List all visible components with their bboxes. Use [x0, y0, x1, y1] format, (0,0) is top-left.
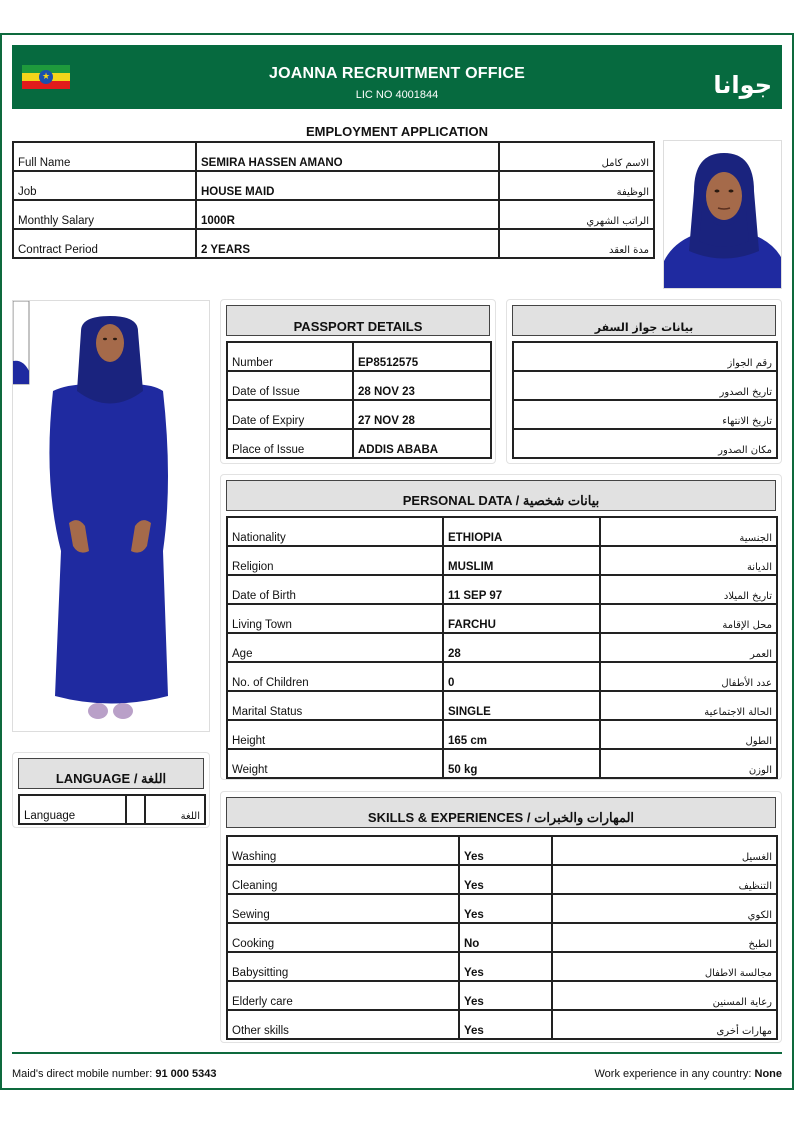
skill-label-arabic: التنظيف: [552, 865, 777, 894]
field-label-arabic: مدة العقد: [499, 229, 654, 258]
field-label-arabic: الوزن: [600, 749, 777, 778]
table-row: [227, 1010, 777, 1039]
field-label-arabic: الاسم كامل: [499, 142, 654, 171]
field-label: Religion: [227, 546, 443, 575]
experience-label: Work experience in any country:: [594, 1068, 752, 1080]
document-title: EMPLOYMENT APPLICATION: [306, 124, 488, 139]
field-label-arabic: الطول: [600, 720, 777, 749]
personal-data-table: [226, 516, 778, 779]
field-label-arabic: الديانة: [600, 546, 777, 575]
field-label-arabic: تاريخ الانتهاء: [513, 400, 777, 429]
table-row: [513, 400, 777, 429]
skill-label-arabic: الغسيل: [552, 836, 777, 865]
field-value: EP8512575: [353, 342, 491, 371]
table-row: [227, 981, 777, 1010]
table-row: [227, 633, 777, 662]
field-label: Nationality: [227, 517, 443, 546]
table-row: [227, 342, 491, 371]
skill-label: Washing: [227, 836, 459, 865]
table-row: [227, 952, 777, 981]
field-value: 2 YEARS: [196, 229, 499, 258]
field-value: FARCHU: [443, 604, 600, 633]
field-label: No. of Children: [227, 662, 443, 691]
passport-table-arabic: [512, 341, 778, 459]
personal-data-header: [226, 480, 776, 511]
field-value: 28: [443, 633, 600, 662]
field-label: Date of Issue: [227, 371, 353, 400]
passport-title: PASSPORT DETAILS: [293, 319, 423, 334]
field-label: Marital Status: [227, 691, 443, 720]
skill-label-arabic: رعاية المسنين: [552, 981, 777, 1010]
field-label-arabic: الوظيفة: [499, 171, 654, 200]
ethiopia-flag-icon: ★: [22, 65, 70, 89]
skill-label-arabic: مجالسة الاطفال: [552, 952, 777, 981]
table-row: [227, 517, 777, 546]
field-value: SEMIRA HASSEN AMANO: [196, 142, 499, 171]
skill-label-arabic: مهارات أخرى: [552, 1010, 777, 1039]
field-label-arabic: محل الإقامة: [600, 604, 777, 633]
skill-label: Cleaning: [227, 865, 459, 894]
work-experience: [595, 1068, 783, 1080]
language-header: [18, 758, 204, 789]
field-label-arabic: العمر: [600, 633, 777, 662]
table-row: [227, 691, 777, 720]
field-value: ETHIOPIA: [443, 517, 600, 546]
skill-value: Yes: [459, 865, 552, 894]
table-row: [13, 171, 654, 200]
table-row: [227, 429, 491, 458]
table-row: [227, 720, 777, 749]
mobile-value: 91 000 5343: [155, 1068, 217, 1080]
table-row: [227, 749, 777, 778]
table-row: [513, 429, 777, 458]
table-row: [227, 575, 777, 604]
skill-label: Elderly care: [227, 981, 459, 1010]
field-label: Date of Expiry: [227, 400, 353, 429]
field-label-arabic: تاريخ الميلاد: [600, 575, 777, 604]
field-label: Monthly Salary: [13, 200, 196, 229]
skill-value: Yes: [459, 894, 552, 923]
table-row: [227, 865, 777, 894]
full-body-photo: [12, 300, 210, 732]
table-row: [513, 371, 777, 400]
table-row: [227, 546, 777, 575]
language-title: LANGUAGE / اللغة: [55, 771, 167, 786]
skill-label-arabic: الطبخ: [552, 923, 777, 952]
field-label-arabic: الجنسية: [600, 517, 777, 546]
table-row: [227, 400, 491, 429]
field-label-arabic: الحالة الاجتماعية: [600, 691, 777, 720]
field-value: HOUSE MAID: [196, 171, 499, 200]
field-label: Weight: [227, 749, 443, 778]
field-label-arabic: مكان الصدور: [513, 429, 777, 458]
skill-label: Other skills: [227, 1010, 459, 1039]
table-row: [227, 604, 777, 633]
field-label-arabic: عدد الأطفال: [600, 662, 777, 691]
license-number: LIC NO 4001844: [355, 89, 439, 101]
skill-label: Cooking: [227, 923, 459, 952]
skill-value: No: [459, 923, 552, 952]
office-name-arabic: جوانا: [713, 71, 772, 99]
field-value: SINGLE: [443, 691, 600, 720]
field-label: Height: [227, 720, 443, 749]
table-row: [227, 371, 491, 400]
field-label: Place of Issue: [227, 429, 353, 458]
table-row: [13, 200, 654, 229]
table-row: [19, 795, 205, 824]
table-row: [513, 342, 777, 371]
field-label: Job: [13, 171, 196, 200]
table-row: [13, 229, 654, 258]
field-label-arabic: تاريخ الصدور: [513, 371, 777, 400]
passport-header: [226, 305, 490, 336]
table-row: [13, 142, 654, 171]
skill-label: Babysitting: [227, 952, 459, 981]
office-name: JOANNA RECRUITMENT OFFICE: [269, 65, 525, 82]
headshot-photo: [663, 140, 782, 289]
field-value: ADDIS ABABA: [353, 429, 491, 458]
field-label-arabic: الراتب الشهري: [499, 200, 654, 229]
field-value: MUSLIM: [443, 546, 600, 575]
experience-value: None: [754, 1068, 782, 1080]
language-label-arabic: اللغة: [145, 795, 205, 824]
language-label: Language: [19, 795, 126, 824]
field-value: 1000R: [196, 200, 499, 229]
header-banner: [12, 45, 782, 109]
language-value: [126, 795, 145, 824]
field-label: Number: [227, 342, 353, 371]
footer-divider: [12, 1052, 782, 1054]
table-row: [227, 836, 777, 865]
skill-label-arabic: الكوي: [552, 894, 777, 923]
field-value: 27 NOV 28: [353, 400, 491, 429]
mobile-label: Maid's direct mobile number:: [12, 1068, 153, 1080]
skills-title: SKILLS & EXPERIENCES / المهارات والخبرات: [367, 810, 635, 825]
field-value: 50 kg: [443, 749, 600, 778]
skills-table: [226, 835, 778, 1040]
language-table: [18, 794, 206, 825]
skill-value: Yes: [459, 981, 552, 1010]
field-label: Age: [227, 633, 443, 662]
field-label: Contract Period: [13, 229, 196, 258]
passport-title-arabic: بيانات جواز السفر: [594, 321, 694, 334]
mobile-number: [12, 1068, 217, 1080]
field-label: Living Town: [227, 604, 443, 633]
passport-table: [226, 341, 492, 459]
field-label: Date of Birth: [227, 575, 443, 604]
table-row: [227, 923, 777, 952]
skills-header: [226, 797, 776, 828]
table-row: [227, 662, 777, 691]
field-value: 28 NOV 23: [353, 371, 491, 400]
field-value: 165 cm: [443, 720, 600, 749]
field-label: Full Name: [13, 142, 196, 171]
skill-value: Yes: [459, 1010, 552, 1039]
table-row: [227, 894, 777, 923]
employment-table: [12, 141, 655, 259]
field-value: 11 SEP 97: [443, 575, 600, 604]
field-label-arabic: رقم الجواز: [513, 342, 777, 371]
skill-value: Yes: [459, 836, 552, 865]
skill-label: Sewing: [227, 894, 459, 923]
passport-header-arabic: [512, 305, 776, 336]
skill-value: Yes: [459, 952, 552, 981]
field-value: 0: [443, 662, 600, 691]
personal-data-title: PERSONAL DATA / بيانات شخصية: [402, 493, 600, 508]
